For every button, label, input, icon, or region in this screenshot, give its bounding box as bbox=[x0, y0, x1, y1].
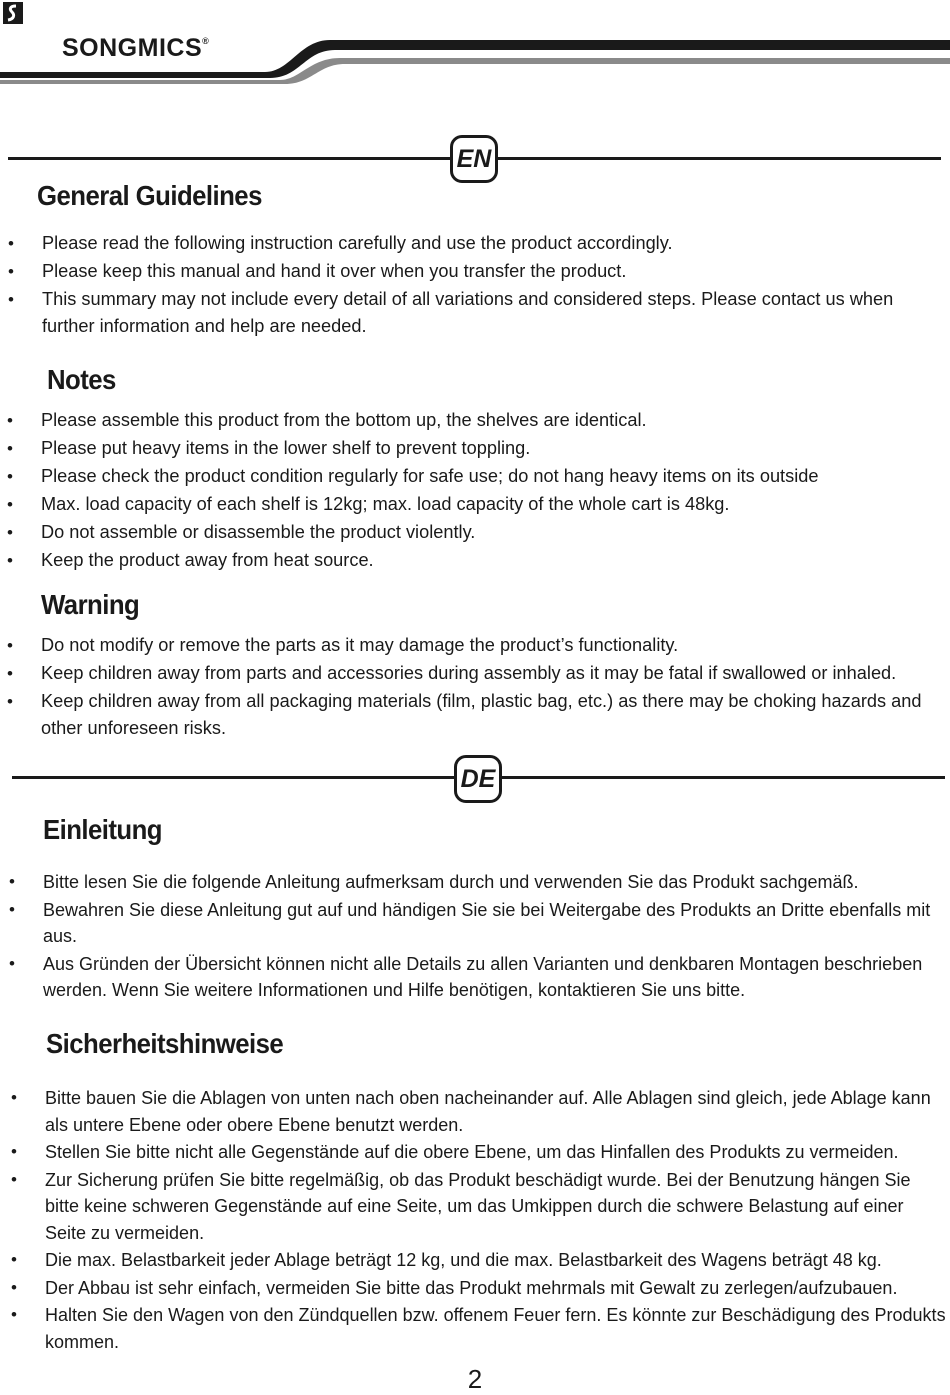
list-item: • Max. load capacity of each shelf is 12kg; max. load capacity of the whole cart is 48kg. bbox=[7, 491, 907, 518]
list-item: • Der Abbau ist sehr einfach, vermeiden Sie bitte das Produkt mehrmals mit Gewalt zu zerlegen/aufzubauen. bbox=[11, 1275, 946, 1302]
heading-einleitung: Einleitung bbox=[43, 814, 162, 845]
de-divider-right bbox=[502, 776, 945, 779]
list-item: • Please check the product condition regularly for safe use; do not hang heavy items on its outside bbox=[7, 463, 907, 490]
list-item: • Keep children away from all packaging materials (film, plastic bag, etc.) as there may be choking hazards and other unforeseen risks. bbox=[7, 688, 927, 742]
list-item: • Halten Sie den Wagen von den Zündquellen bzw. offenem Feuer fern. Es könnte zur Beschädigung des Produkts kommen. bbox=[11, 1302, 946, 1355]
list-item: • Please keep this manual and hand it over when you transfer the product. bbox=[8, 258, 908, 285]
registered-mark: ® bbox=[202, 36, 210, 46]
list-item: • Do not modify or remove the parts as it may damage the product’s functionality. bbox=[7, 632, 927, 659]
en-divider-right bbox=[498, 157, 941, 160]
songmics-logo-icon bbox=[0, 0, 26, 26]
heading-sicherheitshinweise: Sicherheitshinweise bbox=[46, 1028, 284, 1059]
list-item: • Bewahren Sie diese Anleitung gut auf und händigen Sie sie bei Weitergabe des Produkts an Dritte ebenfalls mit aus. bbox=[9, 897, 944, 950]
list-item: • Stellen Sie bitte nicht alle Gegenstände auf die obere Ebene, um das Hinfallen des Produkts zu vermeiden. bbox=[11, 1139, 946, 1166]
list-item: • This summary may not include every detail of all variations and considered steps. Please contact us when further information and help are needed. bbox=[8, 286, 908, 340]
page-number: 2 bbox=[467, 1364, 483, 1394]
list-item: • Please assemble this product from the bottom up, the shelves are identical. bbox=[7, 407, 907, 434]
lang-badge-de: DE bbox=[454, 755, 502, 803]
list-item: • Keep the product away from heat source. bbox=[7, 547, 907, 574]
list-item: • Zur Sicherung prüfen Sie bitte regelmäßig, ob das Produkt beschädigt wurde. Bei der Benutzung hängen Sie bitte keine schweren Gegenstände auf eine Seite, um das Umkippen durch die schwere Belastung auf einer Seite zu vermeiden. bbox=[11, 1167, 946, 1247]
warning-list bbox=[7, 632, 927, 743]
heading-warning: Warning bbox=[41, 589, 140, 620]
page-header bbox=[0, 0, 950, 90]
list-item: • Please read the following instruction carefully and use the product accordingly. bbox=[8, 230, 908, 257]
en-divider-left bbox=[8, 157, 450, 160]
list-item: • Bitte bauen Sie die Ablagen von unten nach oben nacheinander auf. Alle Ablagen sind gleich, jede Ablage kann als untere Ebene oder obere Ebene benutzt werden. bbox=[11, 1085, 946, 1138]
sicherheitshinweise-list bbox=[11, 1085, 946, 1356]
list-item: • Do not assemble or disassemble the product violently. bbox=[7, 519, 907, 546]
brand-name: SONGMICS bbox=[62, 34, 203, 62]
einleitung-list bbox=[9, 869, 944, 1005]
general-guidelines-list bbox=[8, 230, 908, 341]
de-divider-left bbox=[12, 776, 454, 779]
lang-badge-en: EN bbox=[450, 135, 498, 183]
brand-logo bbox=[62, 34, 209, 63]
heading-general-guidelines: General Guidelines bbox=[37, 180, 262, 211]
list-item: • Die max. Belastbarkeit jeder Ablage beträgt 12 kg, und die max. Belastbarkeit des Wagens beträgt 48 kg. bbox=[11, 1247, 946, 1274]
list-item: • Please put heavy items in the lower shelf to prevent toppling. bbox=[7, 435, 907, 462]
list-item: • Aus Gründen der Übersicht können nicht alle Details zu allen Varianten und denkbaren Montagen beschrieben werden. Wenn Sie weitere Informationen und Hilfe benötigen, kontaktieren Sie uns bitte. bbox=[9, 951, 944, 1004]
notes-list bbox=[7, 407, 907, 575]
heading-notes: Notes bbox=[47, 364, 116, 395]
list-item: • Keep children away from parts and accessories during assembly as it may be fatal if swallowed or inhaled. bbox=[7, 660, 927, 687]
list-item: • Bitte lesen Sie die folgende Anleitung aufmerksam durch und verwenden Sie das Produkt sachgemäß. bbox=[9, 869, 944, 896]
